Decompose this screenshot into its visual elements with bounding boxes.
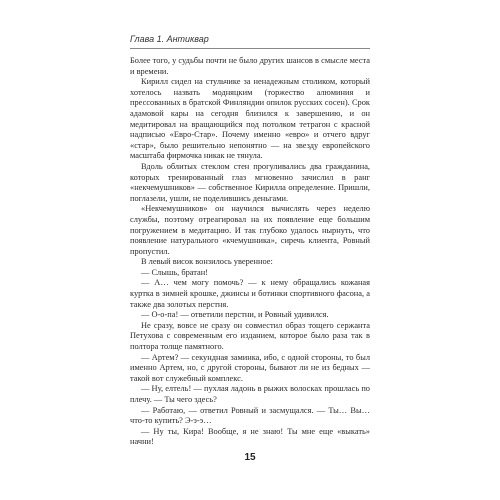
running-head: Глава 1. Антиквар bbox=[130, 34, 370, 49]
paragraph-5: В левый висок вонзилось уверенное: bbox=[141, 257, 273, 267]
paragraph-12: — Работаю, — ответил Ровный и засмущался. — Ты… Вы… что-то купить? Э-э-э… bbox=[130, 405, 370, 426]
paragraph-11: — Ну, елтель! — пухлая ладонь в рыжих волосках прошлась по плечу. — Ты чего здесь? bbox=[130, 384, 370, 404]
page-number: 15 bbox=[244, 452, 256, 463]
paragraph-8: — О-о-па! — ответили перстни, и Ровный удивился. bbox=[141, 310, 329, 320]
paragraph-7: — А… чем могу помочь? — к нему обращались кожаная куртка в зимней крошке, джинсы и ботинки спортивного фасона, а также два золотых перстня. bbox=[130, 278, 370, 309]
paragraph-4: «Некчемушников» он научился вычислять через неделю службы, поэтому отреагировал на их появление еще большим погружением в медитацию. И так глубоко удалось нырнуть, что появление натурального «кчемушника», сиречь клиента, Ровный пропустил. bbox=[130, 204, 370, 256]
body-text bbox=[130, 56, 370, 448]
paragraph-2: Кирилл сидел на стульчике за ненадежным столиком, который хотелось назвать модняцким (торжество алюминия и прессованных в братской Финляндии опилок русских сосен). Срок адамовой кары на сегодня близился к завершению, и он медитировал на вращающийся под потолком тетрагон с красной надписью «Евро-Стар». Почему именно «евро» и отчего вдруг «стар», было решительно непонятно — на звезду европейского масштаба фирмочка никак не тянула. bbox=[130, 77, 370, 161]
paragraph-9: Не сразу, вовсе не сразу он совместил образ тощего сержанта Петухова с современным его изданием, которое было раза так в полтора толще памятного. bbox=[130, 320, 370, 352]
paragraph-10: — Артем? — секундная заминка, ибо, с одной стороны, то был именно Артем, но, с другой стороны, бывают ли не из бедных — такой вот служебный комплекс. bbox=[130, 352, 370, 383]
paragraph-6: — Слышь, братан! bbox=[141, 267, 209, 277]
paragraph-1: Более того, у судьбы почти не было других шансов в смысле места и времени. bbox=[130, 56, 370, 76]
paragraph-13: — Ну ты, Кира! Вообще, я не знаю! Ты мне еще «выкать» начни! bbox=[130, 426, 370, 447]
paragraph-3: Вдоль облитых стеклом стен прогуливались два гражданина, которых тренированный глаз мгновенно зачислил в ранг «некчемушников» — собственное Кирилла определение. Пришли, поглазели, ушли, не поделившись деньгами. bbox=[130, 161, 370, 203]
